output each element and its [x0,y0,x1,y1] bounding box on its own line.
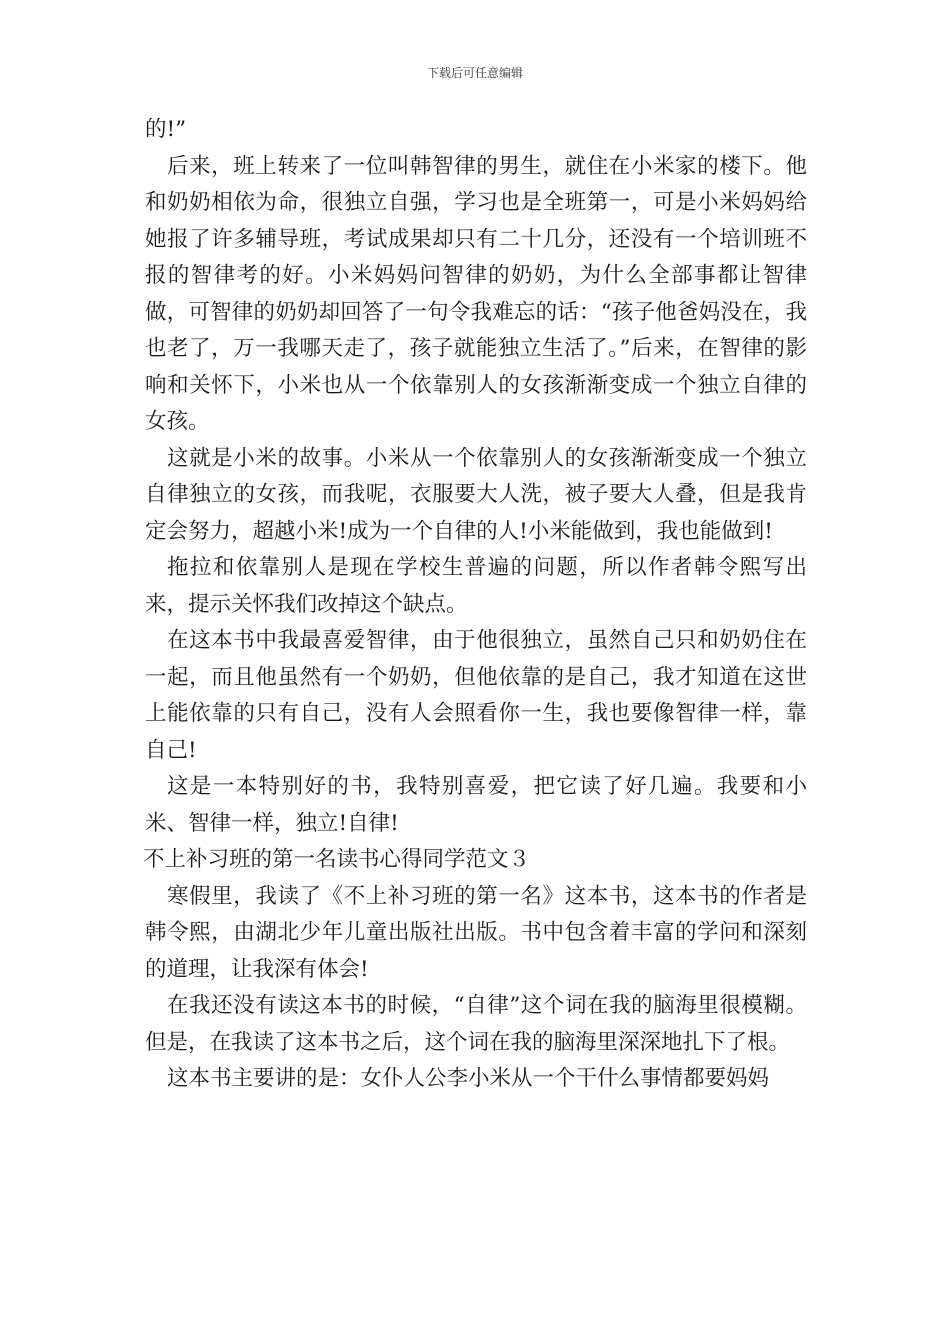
paragraph: 这本书主要讲的是：女仆人公李小米从一个干什么事情都要妈妈 [167,1066,770,1091]
paragraph: 这是一本特别好的书，我特别喜爱，把它读了好几遍。我要和小米、智律一样，独立!自律! [145,774,807,836]
page-header: 下载后可任意编辑 [426,66,523,80]
section-title: 不上补习班的第一名读书心得同学范文３ [143,847,531,872]
paragraph: 寒假里，我读了《不上补习班的第一名》这本书，这本书的作者是韩令熙，由湖北少年儿童出版社出版。书中包含着丰富的学问和深刻的道理，让我深有体会! [145,883,807,982]
paragraph-continuation: 的!” [145,117,187,142]
paragraph: 在这本书中我最喜爱智律，由于他很独立，虽然自己只和奶奶住在一起，而且他虽然有一个奶奶，但他依靠的是自己，我才知道在这世上能依靠的只有自己，没有人会照看你一生，我也要像智律一样，靠自己! [145,628,807,763]
paragraph: 拖拉和依靠别人是现在学校生普遍的问题，所以作者韩令熙写出来，提示关怀我们改掉这个缺点。 [145,555,807,617]
document-body [145,112,807,1098]
paragraph: 这就是小米的故事。小米从一个依靠别人的女孩渐渐变成一个独立自律独立的女孩，而我呢，衣服要大人洗，被子要大人叠，但是我肯定会努力，超越小米!成为一个自律的人!小米能做到，我也能做到! [145,445,807,544]
paragraph: 在我还没有读这本书的时候，“自律”这个词在我的脑海里很模糊。但是，在我读了这本书之后，这个词在我的脑海里深深地扎下了根。 [145,993,807,1055]
paragraph: 后来，班上转来了一位叫韩智律的男生，就住在小米家的楼下。他和奶奶相依为命，很独立自强，学习也是全班第一，可是小米妈妈给她报了许多辅导班，考试成果却只有二十几分，还没有一个培训班不报的智律考的好。小米妈妈问智律的奶奶，为什么全部事都让智律做，可智律的奶奶却回答了一句令我难忘的话：“孩子他爸妈没在，我也老了，万一我哪天走了，孩子就能独立生活了。”后来，在智律的影响和关怀下，小米也从一个依靠别人的女孩渐渐变成一个独立自律的女孩。 [145,153,807,434]
